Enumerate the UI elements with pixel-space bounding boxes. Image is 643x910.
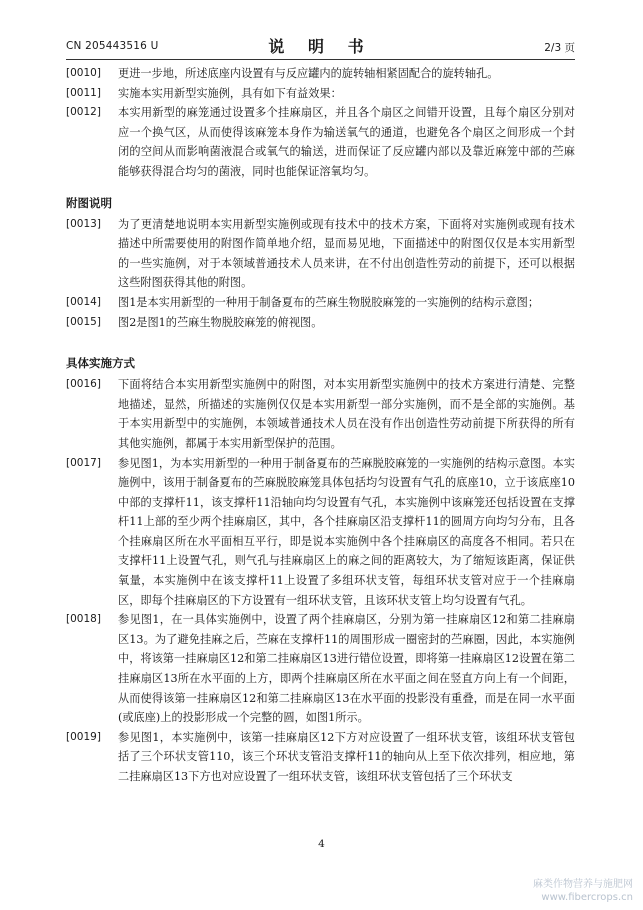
- paragraph: [66, 64, 575, 84]
- paragraph-number: [0011]: [66, 86, 101, 99]
- paragraph-text: 为了更清楚地说明本实用新型实施例或现有技术中的技术方案，下面将对实施例或现有技术描述中所需要使用的附图作简单地介绍，显而易见地，下面描述中的附图仅仅是本实用新型的一些实施例，对于本领域普通技术人员来讲，在不付出创造性劳动的前提下，还可以根据这些附图获得其他的附图。: [118, 217, 575, 290]
- patent-number: CN 205443516 U: [66, 40, 159, 52]
- paragraph-text: 参见图1，在一具体实施例中，设置了两个挂麻扇区，分别为第一挂麻扇区12和第二挂麻扇区13。为了避免挂麻之后，苎麻在支撑杆11的周围形成一圈密封的苎麻圈，因此，本实施例中，将该第一挂麻扇区12和第二挂麻扇区13进行错位设置，即将第一挂麻扇区12设置在第二挂麻扇区13所在水平面的上方，即两个挂麻扇区所在水平面之间在竖直方向上有一个间距，从而使得该第一挂麻扇区12和第二挂麻扇区13在水平面的投影没有重叠，而是在同一水平面(或底座)上的投影形成一个完整的圆，如图1所示。: [118, 613, 575, 725]
- paragraph: [66, 215, 575, 293]
- paragraph-number: [0010]: [66, 67, 101, 79]
- paragraph-number: [0015]: [66, 315, 101, 328]
- paragraph-text: 实施本实用新型实施例，具有如下有益效果：: [118, 86, 342, 100]
- paragraph: [66, 610, 575, 728]
- paragraph-text: 更进一步地，所述底座内设置有与反应罐内的旋转轴相紧固配合的旋转轴孔。: [118, 67, 499, 80]
- paragraph: [66, 293, 575, 313]
- document-title: 说 明 书: [268, 37, 373, 56]
- paragraph-text: 下面将结合本实用新型实施例中的附图，对本实用新型实施例中的技术方案进行清楚、完整地描述，显然，所描述的实施例仅仅是本实用新型一部分实施例，而不是全部的实施例。基于本实用新型中的实施例，本领域普通技术人员在没有作出创造性劳动前提下所获得的所有其他实施例，都属于本实用新型保护的范围。: [118, 378, 575, 450]
- watermark: [533, 878, 633, 904]
- watermark-site-name: 麻类作物营养与施肥网: [533, 879, 633, 890]
- watermark-url: www.fibercrops.cn: [541, 892, 633, 903]
- paragraph: [66, 84, 575, 104]
- paragraph-number: [0012]: [66, 106, 101, 119]
- page-indicator: 2/3 页: [544, 42, 575, 54]
- paragraph: [66, 313, 575, 333]
- paragraph-number: [0018]: [66, 613, 101, 626]
- document-body: [66, 64, 575, 787]
- paragraph: [66, 454, 575, 611]
- header-divider: [66, 59, 575, 60]
- paragraph-text: 图2是图1的苎麻生物脱胶麻笼的俯视图。: [118, 315, 323, 329]
- paragraph-number: [0013]: [66, 217, 101, 230]
- paragraph-number: [0017]: [66, 456, 101, 469]
- section-heading-embodiments: 具体实施方式: [66, 356, 135, 371]
- page-header: [66, 34, 575, 56]
- paragraph-text: 图1是本实用新型的一种用于制备夏布的苎麻生物脱胶麻笼的一实施例的结构示意图；: [118, 295, 540, 309]
- paragraph-text: 参见图1，本实施例中，该第一挂麻扇区12下方对应设置了一组环状支管，该组环状支管包括了三个环状支管110，该三个环状支管沿支撑杆11的轴向从上至下依次排列，相应地，第二挂麻扇区13下方也对应设置了一组环状支管，该组环状支管包括了三个环状支: [118, 730, 575, 783]
- paragraph-text: 参见图1，为本实用新型的一种用于制备夏布的苎麻脱胶麻笼的一实施例的结构示意图。本实施例中，该用于制备夏布的苎麻脱胶麻笼具体包括均匀设置有气孔的底座10，立于该底座10中部的支撑杆11，该支撑杆11沿轴向均匀设置有气孔，本实施例中该麻笼还包括设置在支撑杆11上部的至少两个挂麻扇区，其中，各个挂麻扇区沿支撑杆11的圆周方向均匀分布，且各个挂麻扇区所在水平面相互平行，即是说本实施例中各个挂麻扇区的高度各不相同。若只在支撑杆11上设置气孔，则气孔与挂麻扇区上的麻之间的距离较大，为了缩短该距离，保证供氧量，本实施例中在该支撑杆11上设置了多组环状支管，每组环状支管对应于一个挂麻扇区，即每个挂麻扇区的下方设置有一组环状支管，且该环状支管上均匀设置有气孔。: [118, 456, 575, 607]
- paragraph-text: 本实用新型的麻笼通过设置多个挂麻扇区，并且各个扇区之间错开设置，且每个扇区分别对应一个换气区，从而使得该麻笼本身作为输送氧气的通道，也避免各个扇区之间形成一个封闭的空间从而影响菌液混合或氧气的输送，进而保证了反应罐内部以及靠近麻笼中部的苎麻能够获得混合均匀的菌液，同时也能保证溶氧均匀。: [118, 106, 575, 178]
- paragraph-number: [0016]: [66, 378, 101, 391]
- paragraph: [66, 728, 575, 787]
- paragraph-number: [0014]: [66, 295, 101, 308]
- section-heading-figures: 附图说明: [66, 195, 112, 210]
- paragraph: [66, 103, 575, 181]
- paragraph-number: [0019]: [66, 730, 101, 743]
- paragraph: [66, 375, 575, 453]
- page-number: 4: [318, 838, 325, 850]
